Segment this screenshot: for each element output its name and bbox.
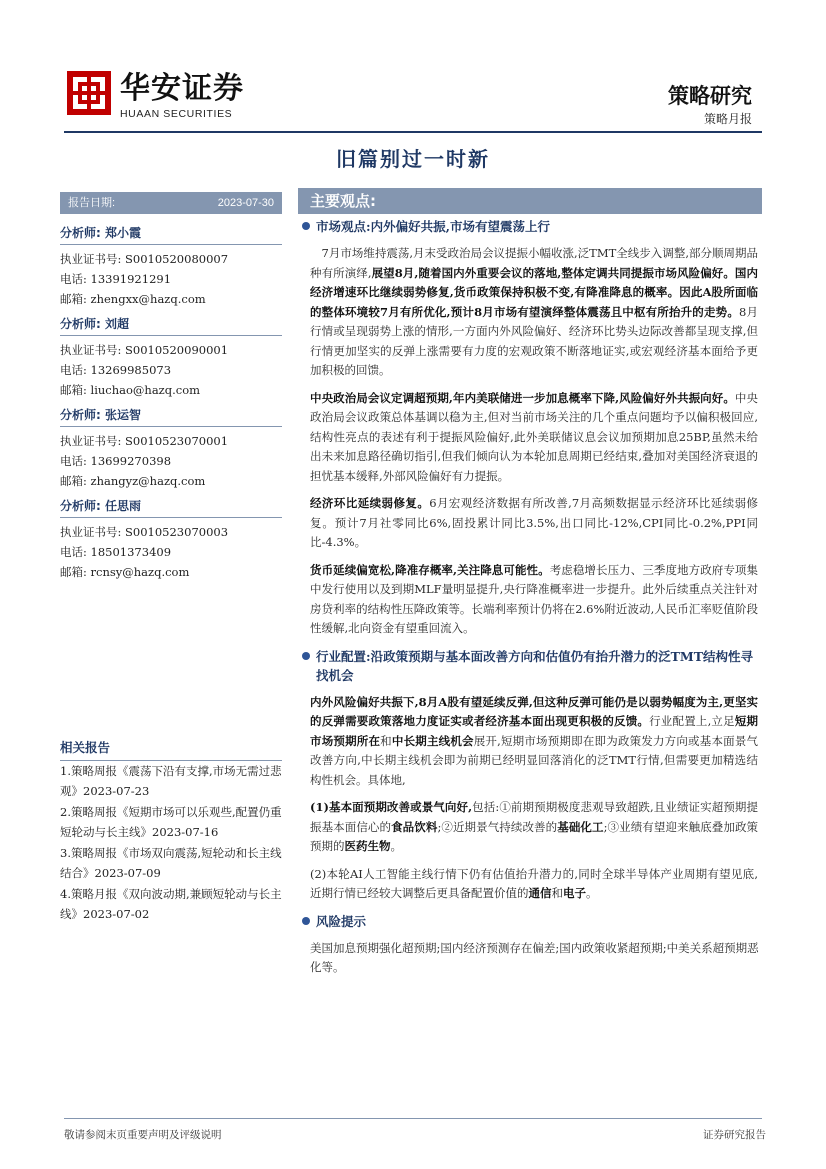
logo-text-cn: 华安证券 xyxy=(120,71,244,106)
paragraph-text: ;②近期景气持续改善的 xyxy=(437,819,558,834)
paragraph-industry-allocation xyxy=(302,693,762,791)
paragraph-emphasis: (1)基本面预期改善或景气向好, xyxy=(310,800,473,814)
bullet-dot-icon xyxy=(302,222,310,230)
section-heading-text: 市场观点:内外偏好共振,市场有望震荡上行 xyxy=(316,219,550,234)
report-subcategory: 策略月报 xyxy=(703,112,752,126)
paragraph-emphasis: 内外风险偏好共振下,8月A股有望延续反弹,但这种反弹可能仍是以弱势幅度为主,更坚实的反弹需要政策落地力度证实或者经济基本面出现更积极的反馈。 xyxy=(310,694,758,728)
paragraph-text: (2)本轮AI人工智能主线行情下仍有估值抬升潜力的,同时全球半导体产业周期有望见底,近期行情已经较大调整后更具备配置价值的 xyxy=(310,866,758,900)
related-report-item[interactable]: 3.策略周报《市场双向震荡,短轮动和长主线结合》2023-07-09 xyxy=(60,846,282,880)
report-date-bar xyxy=(60,192,282,214)
header-divider xyxy=(64,131,762,133)
section-heading-text: 行业配置:沿政策预期与基本面改善方向和估值仍有抬升潜力的泛TMT结构性寻找机会 xyxy=(316,648,754,683)
analyst-license: 执业证书号: S0010520090001 xyxy=(60,343,229,357)
paragraph-emphasis: 电子 xyxy=(563,886,586,900)
report-date-value: 2023-07-30 xyxy=(217,197,274,209)
related-reports-title: 相关报告 xyxy=(60,738,282,761)
paragraph-emphasis: 基础化工 xyxy=(557,819,604,834)
huaan-logo-icon xyxy=(66,70,112,116)
related-report-item[interactable]: 2.策略周报《短期市场可以乐观些,配置仍重短轮动与长主线》2023-07-16 xyxy=(60,805,282,839)
report-date-label: 报告日期: xyxy=(68,197,116,209)
analyst-license: 执业证书号: S0010520080007 xyxy=(60,252,229,266)
paragraph-economy xyxy=(302,494,762,553)
paragraph-emphasis: 中长期主线机会 xyxy=(391,733,474,748)
analyst-phone: 电话: 18501373409 xyxy=(60,545,172,559)
related-report-item[interactable]: 4.策略月报《双向波动期,兼顾短轮动与长主线》2023-07-02 xyxy=(60,887,282,921)
paragraph-emphasis: 中央政治局会议定调超预期,年内美联储进一步加息概率下降,风险偏好外共振向好。 xyxy=(310,390,735,405)
analyst-email: 邮箱: zhangyz@hazq.com xyxy=(60,474,206,488)
paragraph-text: 。 xyxy=(586,886,598,900)
paragraph-monetary xyxy=(302,561,762,639)
paragraph-point-2 xyxy=(302,865,762,904)
related-reports-list xyxy=(60,762,282,926)
section-heading-market-view xyxy=(302,217,762,236)
analyst-email: 邮箱: liuchao@hazq.com xyxy=(60,383,201,397)
analyst-email: 邮箱: rcnsy@hazq.com xyxy=(60,565,190,579)
analyst-phone: 电话: 13391921291 xyxy=(60,272,172,286)
paragraph-text: 和 xyxy=(380,733,392,748)
paragraph-text: 。 xyxy=(390,839,402,853)
logo xyxy=(66,70,266,126)
section-heading-risk xyxy=(302,912,762,931)
paragraph-emphasis: 通信 xyxy=(528,886,552,900)
analyst-name: 分析师: 刘超 xyxy=(60,313,282,336)
footer-report-type: 证券研究报告 xyxy=(703,1129,766,1141)
paragraph-text: 展开,短期市场预期即在即为政策发力方向或基本面景气改善方向,中长期主线机会即为前期已经明显回落消化的泛TMT行情,但需要更加精选结构性机会。具体地, xyxy=(310,733,759,787)
page-title: 旧篇别过一时新 xyxy=(336,147,490,171)
analyst-phone: 电话: 13269985073 xyxy=(60,363,172,377)
paragraph-text: 行业配置上,立足 xyxy=(649,714,735,728)
analyst-card xyxy=(60,313,282,400)
analyst-name: 分析师: 张运智 xyxy=(60,404,282,427)
related-report-item[interactable]: 1.策略周报《震荡下沿有支撑,市场无需过悲观》2023-07-23 xyxy=(60,764,282,798)
bullet-dot-icon xyxy=(302,652,310,660)
bullet-dot-icon xyxy=(302,917,310,925)
risk-warning-text: 美国加息预期强化超预期;国内经济预测存在偏差;国内政策收紧超预期;中美关系超预期恶化等。 xyxy=(310,940,759,974)
paragraph-politburo xyxy=(302,389,762,487)
logo-text-en: HUAAN SECURITIES xyxy=(120,108,233,120)
analyst-name: 分析师: 郑小霞 xyxy=(60,222,282,245)
paragraph-market-outlook xyxy=(302,244,762,381)
footer-divider xyxy=(64,1118,762,1119)
section-heading-text: 风险提示 xyxy=(316,913,367,929)
paragraph-point-1 xyxy=(302,798,762,857)
analyst-card xyxy=(60,222,282,309)
paragraph-text: 中央政治局会议政策总体基调以稳为主,但对当前市场关注的几个重点问题均予以偏积极回应,结构性亮点的表述有利于提振风险偏好,此外美联储议息会议加预期加息25BP,虽然未给出未来加息路径确切指引,但我们倾向认为本轮加息周期已经结束,叠加对美国经济衰退的担忧基本缓释,外部风险偏好有力提振。 xyxy=(310,390,758,483)
paragraph-emphasis: 货币延续偏宽松,降准存概率,关注降息可能性。 xyxy=(310,562,550,577)
analyst-card xyxy=(60,404,282,491)
report-category: 策略研究 xyxy=(668,84,752,108)
paragraph-emphasis: 短期市场预期所在 xyxy=(310,714,759,748)
paragraph-emphasis: 展望8月,随着国内外重要会议的落地,整体定调共同提振市场风险偏好。国内经济增速环比继续弱势修复,货币政策保持积极不变,有降准降息的概率。因此A股所面临的整体环境较7月有所优化,预计8月市场有望演绎整体震荡且中枢有所抬升的走势。 xyxy=(310,265,758,319)
footer-disclaimer: 敬请参阅末页重要声明及评级说明 xyxy=(64,1129,222,1141)
paragraph-text: 包括:①前期预期极度悲观导致超跌,且业绩证实超预期提振基本面信心的 xyxy=(310,800,759,834)
paragraph-text: 和 xyxy=(551,886,563,900)
main-points-bar: 主要观点: xyxy=(298,188,762,214)
analyst-name: 分析师: 任思雨 xyxy=(60,495,282,518)
analyst-list xyxy=(60,222,282,586)
paragraph-emphasis: 医药生物 xyxy=(344,839,391,853)
paragraph-text: 7月市场维持震荡,月末受政治局会议提振小幅收涨,泛TMT全线步入调整,部分顺周期品种有所演绎, xyxy=(310,246,758,280)
section-heading-industry xyxy=(302,647,762,685)
paragraph-emphasis: 食品饮料 xyxy=(391,819,438,834)
paragraph-text: ;③业绩有望迎来触底叠加政策预期的 xyxy=(310,819,759,853)
analyst-email: 邮箱: zhengxx@hazq.com xyxy=(60,292,206,306)
paragraph-text: 考虑稳增长压力、三季度地方政府专项集中发行使用以及到期MLF量明显提升,央行降准概率进一步提升。此外后续重点关注针对房贷利率的结构性压降政策等。长端利率预计仍将在2.6%附近波动,人民币汇率贬值阶段性缓解,北向资金有望重回流入。 xyxy=(310,562,759,635)
main-content xyxy=(302,214,762,978)
paragraph-text: 6月宏观经济数据有所改善,7月高频数据显示经济环比延续弱修复。预计7月社零同比6%,固投累计同比3.5%,出口同比-12%,CPI同比-0.2%,PPI同比-4.3%。 xyxy=(310,496,758,549)
analyst-license: 执业证书号: S0010523070003 xyxy=(60,525,229,539)
analyst-card xyxy=(60,495,282,582)
analyst-license: 执业证书号: S0010523070001 xyxy=(60,434,229,448)
paragraph-text: 8月行情或呈现弱势上涨的情形,一方面内外风险偏好、经济环比势头边际改善都呈现支撑,但行情更加坚实的反弹上涨需要有力度的宏观政策不断落地证实,或宏观经济基本面给予更加积极的回馈。 xyxy=(310,304,758,377)
analyst-phone: 电话: 13699270398 xyxy=(60,454,172,468)
paragraph-emphasis: 经济环比延续弱修复。 xyxy=(310,496,430,510)
